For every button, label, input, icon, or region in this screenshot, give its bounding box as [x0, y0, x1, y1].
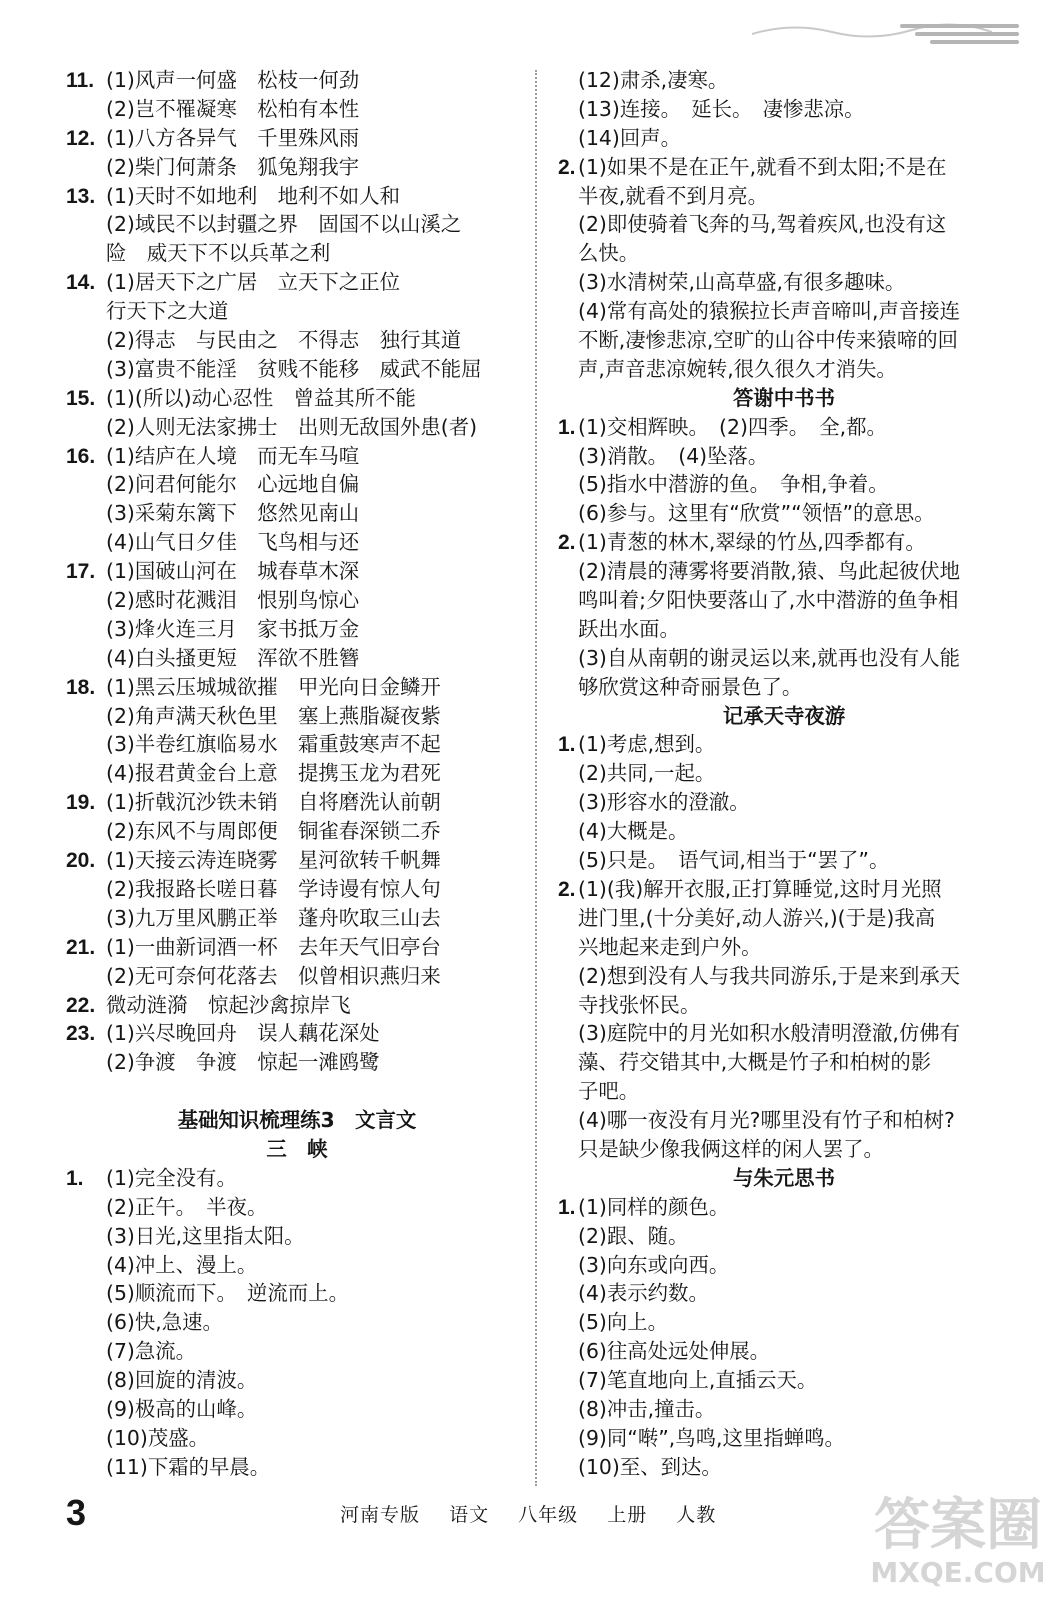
answer-line — [66, 1453, 528, 1482]
answer-line — [558, 1222, 1010, 1251]
answer-line — [558, 297, 1010, 326]
answer-text: (7)急流。 — [106, 1339, 197, 1364]
answer-line — [66, 1395, 528, 1424]
watermark-logo — [858, 1482, 1058, 1594]
answer-text: 藻、荇交错其中,大概是竹子和柏树的影 — [578, 1050, 932, 1075]
answer-line — [558, 1251, 1010, 1280]
answer-text: (2)感时花溅泪 恨别鸟惊心 — [106, 588, 360, 613]
answer-line — [558, 1019, 1010, 1048]
answer-text: (2)即使骑着飞奔的马,驾着疾风,也没有这 — [578, 212, 947, 237]
column-divider — [535, 70, 537, 1486]
answer-line — [558, 1048, 1010, 1077]
answer-line — [66, 962, 528, 991]
answer-text: (3)形容水的澄澈。 — [578, 790, 750, 815]
section-heading: 答谢中书书 — [733, 385, 835, 410]
answer-line — [66, 702, 528, 731]
answer-line — [66, 673, 528, 702]
answer-line — [558, 730, 1010, 759]
answer-column-left — [66, 66, 528, 1482]
answer-line — [66, 442, 528, 471]
answer-line — [66, 1193, 528, 1222]
answer-text: (5)向上。 — [578, 1310, 669, 1335]
footer-grade: 八年级 — [518, 1504, 579, 1526]
answer-line — [66, 557, 528, 586]
answer-line — [558, 759, 1010, 788]
answer-line — [558, 153, 1010, 182]
answer-line — [558, 1135, 1010, 1164]
answer-line — [558, 1453, 1010, 1482]
answer-line — [558, 788, 1010, 817]
answer-text: (3)水清树荣,山高草盛,有很多趣味。 — [578, 270, 906, 295]
answer-text: (6)快,急速。 — [106, 1310, 223, 1335]
question-number: 12. — [66, 126, 96, 150]
watermark-text: 答案圈 — [874, 1493, 1042, 1558]
answer-text: 兴地起来走到户外。 — [578, 934, 762, 959]
answer-line — [66, 933, 528, 962]
answer-text: (1)(所以)动心忍性 曾益其所不能 — [106, 385, 416, 410]
answer-text: (3)采菊东篱下 悠然见南山 — [106, 501, 360, 526]
answer-text: (2)争渡 争渡 惊起一滩鸥鹭 — [106, 1050, 380, 1075]
answer-text: (2)得志 与民由之 不得志 独行其道 — [106, 328, 462, 353]
answer-line — [66, 904, 528, 933]
answer-text: (1)青葱的林木,翠绿的竹丛,四季都有。 — [578, 530, 926, 555]
answer-text: (2)域民不以封疆之界 固国不以山溪之 — [106, 212, 462, 237]
question-number: 14. — [66, 271, 96, 295]
answer-line — [66, 210, 528, 239]
answer-line — [558, 239, 1010, 268]
answer-text: (1)折戟沉沙铁未销 自将磨洗认前朝 — [106, 790, 441, 815]
answer-line — [66, 182, 528, 211]
answer-line — [66, 355, 528, 384]
answer-line — [66, 470, 528, 499]
question-number: 1. — [558, 733, 576, 757]
answer-text: (3)日光,这里指太阳。 — [106, 1223, 305, 1248]
answer-text: (5)只是。 语气词,相当于“罢了”。 — [578, 848, 890, 873]
question-number: 1. — [558, 1195, 576, 1219]
answer-text: (2)东风不与周郎便 铜雀春深锁二乔 — [106, 819, 441, 844]
answer-text: (3)自从南朝的谢灵运以来,就再也没有人能 — [578, 645, 961, 670]
answer-column-right — [558, 66, 1010, 1482]
question-number: 20. — [66, 849, 96, 873]
answer-text: (3)庭院中的月光如积水般清明澄澈,仿佛有 — [578, 1021, 961, 1046]
answer-text: (1)八方各异气 千里殊风雨 — [106, 125, 360, 150]
answer-line — [66, 730, 528, 759]
answer-text: (3)半卷红旗临易水 霜重鼓寒声不起 — [106, 732, 441, 757]
answer-text: 险 威天下不以兵革之利 — [106, 241, 331, 266]
answer-line — [558, 817, 1010, 846]
answer-text: 跃出水面。 — [578, 616, 680, 641]
answer-text: 进门里,(十分美好,动人游兴,)(于是)我高 — [578, 905, 936, 930]
answer-line — [66, 846, 528, 875]
answer-line — [66, 239, 528, 268]
answer-text: (4)常有高处的猿猴拉长声音啼叫,声音接连 — [578, 299, 961, 324]
answer-text: (2)角声满天秋色里 塞上燕脂凝夜紫 — [106, 703, 441, 728]
answer-line — [558, 1308, 1010, 1337]
answer-line — [66, 413, 528, 442]
footer-region: 河南专版 — [340, 1504, 421, 1526]
footer-edition: 人教 — [676, 1504, 717, 1526]
answer-text: (1)居天下之广居 立天下之正位 — [106, 270, 400, 295]
answer-text: (2)清晨的薄雾将要消散,猿、鸟此起彼伏地 — [578, 559, 961, 584]
answer-text: (3)向东或向西。 — [578, 1252, 730, 1277]
answer-text: (2)人则无法家拂士 出则无敌国外患(者) — [106, 414, 478, 439]
question-number: 17. — [66, 560, 96, 584]
question-number: 16. — [66, 444, 96, 468]
answer-text: (13)连接。 延长。 凄惨悲凉。 — [578, 96, 865, 121]
answer-line — [558, 846, 1010, 875]
answer-line — [558, 1077, 1010, 1106]
answer-text: 不断,凄惨悲凉,空旷的山谷中传来猿啼的回 — [578, 328, 958, 353]
answer-line — [66, 499, 528, 528]
answer-text: (12)肃杀,凄寒。 — [578, 68, 729, 92]
question-number: 22. — [66, 993, 96, 1017]
answer-line — [558, 615, 1010, 644]
question-number: 2. — [558, 155, 576, 179]
answer-text: 微动涟漪 惊起沙禽掠岸飞 — [106, 992, 351, 1017]
answer-line — [66, 528, 528, 557]
answer-text: (5)指水中潜游的鱼。 争相,争着。 — [578, 472, 889, 497]
answer-text: (1)结庐在人境 而无车马喧 — [106, 443, 360, 468]
answer-text: (4)哪一夜没有月光?哪里没有竹子和柏树? — [578, 1108, 955, 1133]
answer-line — [558, 1337, 1010, 1366]
answer-text: (1)风声一何盛 松枝一何劲 — [106, 68, 360, 92]
answer-line — [558, 470, 1010, 499]
answer-text: (4)报君黄金台上意 提携玉龙为君死 — [106, 761, 441, 786]
answer-line — [558, 413, 1010, 442]
answer-line — [558, 962, 1010, 991]
answer-line — [66, 1251, 528, 1280]
answer-text: (10)至、到达。 — [578, 1454, 722, 1479]
answer-text: (8)冲击,撞击。 — [578, 1396, 716, 1421]
answer-text: (2)想到没有人与我共同游乐,于是来到承天 — [578, 963, 961, 988]
question-number: 18. — [66, 675, 96, 699]
answer-text: (1)兴尽晚回舟 误人藕花深处 — [106, 1021, 380, 1046]
watermark-url: MXQE.COM — [870, 1556, 1046, 1589]
answer-line — [66, 1337, 528, 1366]
answer-text: (2)共同,一起。 — [578, 761, 716, 786]
answer-line — [558, 1424, 1010, 1453]
footer-volume: 上册 — [607, 1504, 648, 1526]
answer-text: (2)岂不罹凝寒 松柏有本性 — [106, 96, 360, 121]
answer-line — [66, 268, 528, 297]
answer-line — [66, 1048, 528, 1077]
section-heading: 三 峡 — [266, 1136, 328, 1161]
answer-line — [558, 499, 1010, 528]
answer-line — [66, 788, 528, 817]
answer-text: (1)一曲新词酒一杯 去年天气旧亭台 — [106, 934, 441, 959]
answer-text: (7)笔直地向上,直插云天。 — [578, 1368, 818, 1393]
answer-line — [558, 1366, 1010, 1395]
footer-subject: 语文 — [449, 1504, 490, 1526]
answer-line — [558, 95, 1010, 124]
answer-text: (10)茂盛。 — [106, 1425, 210, 1450]
answer-line — [558, 182, 1010, 211]
answer-line — [66, 1019, 528, 1048]
answer-line — [66, 66, 528, 95]
answer-text: (3)富贵不能淫 贫贱不能移 威武不能屈 — [106, 356, 482, 381]
answer-line — [558, 210, 1010, 239]
answer-line — [558, 326, 1010, 355]
answer-line — [558, 904, 1010, 933]
section-heading: 基础知识梳理练3 文言文 — [177, 1108, 417, 1133]
answer-text: (1)(我)解开衣服,正打算睡觉,这时月光照 — [578, 876, 942, 901]
answer-text: (6)参与。这里有“欣赏”“领悟”的意思。 — [578, 501, 935, 526]
answer-text: (3)烽火连三月 家书抵万金 — [106, 616, 360, 641]
answer-text: (9)同“啭”,鸟鸣,这里指蝉鸣。 — [578, 1425, 845, 1450]
question-number: 2. — [558, 531, 576, 555]
answer-text: 声,声音悲凉婉转,很久很久才消失。 — [578, 356, 897, 381]
answer-text: (1)天接云涛连晓雾 星河欲转千帆舞 — [106, 848, 441, 873]
answer-text: (1)交相辉映。 (2)四季。 全,都。 — [578, 414, 887, 439]
answer-text: (1)天时不如地利 地利不如人和 — [106, 183, 400, 208]
answer-text: (11)下霜的早晨。 — [106, 1454, 271, 1479]
answer-line — [66, 817, 528, 846]
answer-line — [558, 875, 1010, 904]
answer-text: 半夜,就看不到月亮。 — [578, 183, 768, 208]
answer-text: (4)表示约数。 — [578, 1281, 709, 1306]
answer-line — [66, 1308, 528, 1337]
answer-line — [66, 759, 528, 788]
question-number: 2. — [558, 877, 576, 901]
answer-line — [558, 355, 1010, 384]
answer-text: 么快。 — [578, 241, 640, 266]
answer-line — [66, 1164, 528, 1193]
answer-text: 子吧。 — [578, 1079, 640, 1104]
section-heading: 记承天寺夜游 — [722, 703, 846, 728]
answer-line — [558, 673, 1010, 702]
answer-line — [558, 1395, 1010, 1424]
answer-line — [66, 1279, 528, 1308]
answer-text: (4)大概是。 — [578, 819, 689, 844]
answer-text: (1)完全没有。 — [106, 1165, 237, 1190]
answer-line — [66, 1424, 528, 1453]
answer-text: (2)柴门何萧条 狐兔翔我宇 — [106, 154, 360, 179]
answer-line — [66, 1366, 528, 1395]
answer-line — [66, 1222, 528, 1251]
answer-line — [66, 124, 528, 153]
answer-line — [66, 586, 528, 615]
answer-text: (2)正午。 半夜。 — [106, 1194, 268, 1219]
answer-text: (9)极高的山峰。 — [106, 1396, 258, 1421]
answer-text: (2)我报路长嗟日暮 学诗谩有惊人句 — [106, 876, 441, 901]
answer-text: (3)消散。 (4)坠落。 — [578, 443, 769, 468]
page-number: 3 — [66, 1492, 87, 1533]
answer-line — [558, 933, 1010, 962]
answer-line — [558, 644, 1010, 673]
answer-line — [558, 1193, 1010, 1222]
answer-text: (2)跟、随。 — [578, 1223, 689, 1248]
answer-line — [66, 153, 528, 182]
question-number: 13. — [66, 184, 96, 208]
answer-line — [66, 297, 528, 326]
answer-line — [558, 124, 1010, 153]
answer-line — [558, 268, 1010, 297]
answer-text: 行天下之大道 — [106, 299, 229, 324]
answer-text: 鸣叫着;夕阳快要落山了,水中潜游的鱼争相 — [578, 588, 959, 613]
answer-text: (4)白头搔更短 浑欲不胜簪 — [106, 645, 360, 670]
answer-text: (5)顺流而下。 逆流而上。 — [106, 1281, 349, 1306]
question-number: 15. — [66, 386, 96, 410]
question-number: 23. — [66, 1022, 96, 1046]
answer-text: 寺找张怀民。 — [578, 992, 701, 1017]
answer-line — [66, 644, 528, 673]
question-number: 11. — [66, 69, 95, 92]
answer-text: 只是缺少像我俩这样的闲人罢了。 — [578, 1136, 884, 1161]
answer-line — [558, 1279, 1010, 1308]
answer-text: (8)回旋的清波。 — [106, 1368, 258, 1393]
answer-line — [66, 615, 528, 644]
answer-line — [558, 1106, 1010, 1135]
answer-text: (1)国破山河在 城春草木深 — [106, 559, 360, 584]
answer-line — [558, 66, 1010, 95]
answer-text: (1)同样的颜色。 — [578, 1194, 730, 1219]
answer-line — [66, 875, 528, 904]
answer-line — [66, 384, 528, 413]
header-decoration — [752, 12, 1022, 52]
answer-line — [66, 95, 528, 124]
footer-info — [340, 1500, 738, 1527]
answer-text: (2)问君何能尔 心远地自偏 — [106, 472, 360, 497]
question-number: 21. — [66, 935, 96, 959]
answer-line — [66, 991, 528, 1020]
answer-line — [558, 991, 1010, 1020]
answer-text: (1)如果不是在正午,就看不到太阳;不是在 — [578, 154, 947, 179]
question-number: 1. — [558, 415, 576, 439]
blank-line — [66, 1077, 528, 1106]
section-heading: 与朱元思书 — [733, 1165, 835, 1190]
answer-line — [558, 528, 1010, 557]
answer-text: (14)回声。 — [578, 125, 682, 150]
answer-text: (3)九万里风鹏正举 蓬舟吹取三山去 — [106, 905, 441, 930]
question-number: 1. — [66, 1166, 84, 1190]
answer-text: (1)考虑,想到。 — [578, 732, 716, 757]
answer-line — [558, 557, 1010, 586]
answer-text: (4)山气日夕佳 飞鸟相与还 — [106, 530, 360, 555]
answer-line — [558, 586, 1010, 615]
question-number: 19. — [66, 791, 96, 815]
answer-text: (6)往高处远处伸展。 — [578, 1339, 771, 1364]
answer-text: (1)黑云压城城欲摧 甲光向日金鳞开 — [106, 674, 441, 699]
answer-text: (2)无可奈何花落去 似曾相识燕归来 — [106, 963, 441, 988]
answer-text: (4)冲上、漫上。 — [106, 1252, 258, 1277]
answer-text: 够欣赏这种奇丽景色了。 — [578, 674, 803, 699]
answer-line — [558, 442, 1010, 471]
answer-line — [66, 326, 528, 355]
